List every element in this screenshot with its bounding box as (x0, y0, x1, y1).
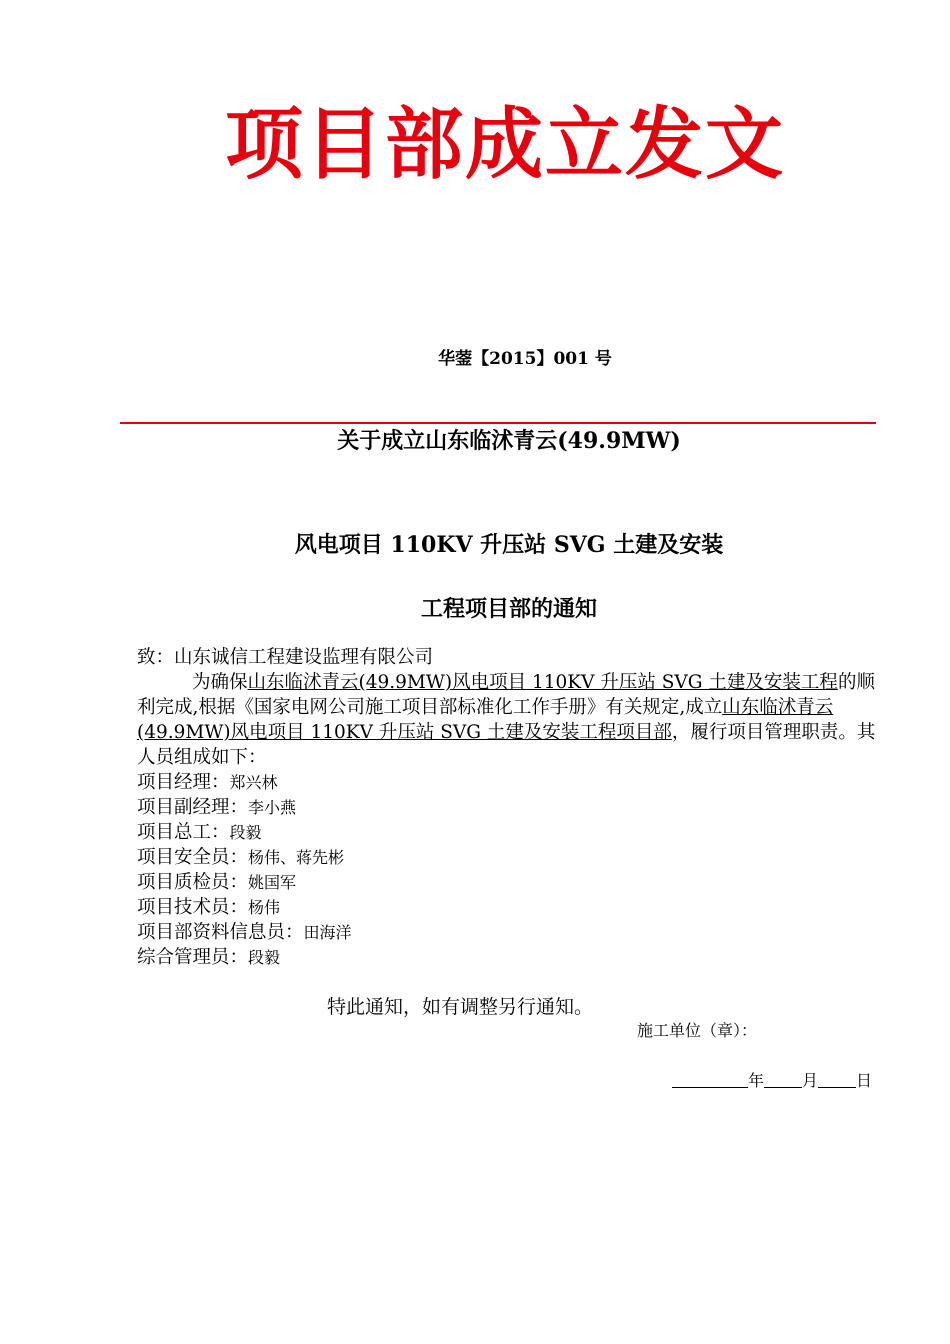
addressee: 致：山东诚信工程建设监理有限公司 (137, 647, 434, 668)
month-label: 月 (802, 1071, 819, 1090)
year-label: 年 (748, 1071, 765, 1090)
member-role: 项目副经理： (137, 797, 249, 818)
member-name: 段毅 (229, 823, 262, 842)
paragraph-text: 为确保 (192, 672, 248, 693)
member-role: 项目部资料信息员： (137, 922, 304, 943)
day-blank (818, 1071, 856, 1088)
member-name: 郑兴林 (229, 773, 278, 792)
member-name: 姚国军 (248, 873, 297, 892)
member-row (137, 870, 887, 895)
member-row (137, 920, 887, 945)
member-row (137, 770, 887, 795)
member-name: 杨伟 (248, 898, 281, 917)
member-role: 项目质检员： (137, 872, 249, 893)
member-row (137, 795, 887, 820)
main-paragraph (137, 670, 887, 770)
member-list (137, 770, 887, 970)
closing-statement: 特此通知，如有调整另行通知。 (327, 996, 594, 1018)
member-role: 综合管理员： (137, 947, 249, 968)
member-role: 项目总工： (137, 822, 230, 843)
day-label: 日 (856, 1071, 873, 1090)
project-department-underlined: 山东临沭青云(49.9MW)风电项目 110KV 升压站 SVG 土建及安装工程项目部 (137, 697, 834, 743)
notice-title-line-1: 关于成立山东临沭青云(49.9MW) (337, 428, 681, 454)
member-row (137, 820, 887, 845)
member-name: 田海洋 (303, 923, 352, 942)
member-role: 项目技术员： (137, 897, 249, 918)
project-name-underlined: 山东临沭青云(49.9MW)风电项目 110KV 升压站 SVG 土建及安装工程 (247, 672, 838, 693)
document-number: 华蓥【2015】001 号 (438, 349, 612, 369)
notice-body (137, 645, 887, 970)
member-row (137, 945, 887, 970)
member-name: 杨伟、蒋先彬 (248, 848, 345, 867)
member-row (137, 895, 887, 920)
month-blank (764, 1071, 802, 1088)
issuing-unit-seal-line: 施工单位（章）： (637, 1021, 758, 1040)
member-row (137, 845, 887, 870)
member-role: 项目经理： (137, 772, 230, 793)
paragraph-text: ，履行项目管理职责。其人员组成如下： (137, 722, 876, 768)
notice-title-line-2: 风电项目 110KV 升压站 SVG 土建及安装 (294, 532, 724, 558)
member-name: 段毅 (248, 948, 281, 967)
member-name: 李小燕 (248, 798, 297, 817)
paragraph-text: 的顺利完成,根据《国家电网公司施工项目部标准化工作手册》有关规定,成立 (137, 672, 875, 718)
notice-title-line-3: 工程项目部的通知 (420, 596, 597, 622)
member-role: 项目安全员： (137, 847, 249, 868)
year-blank (672, 1071, 748, 1088)
date-line (672, 1068, 872, 1091)
red-header-title: 项目部成立发文 (224, 100, 785, 190)
